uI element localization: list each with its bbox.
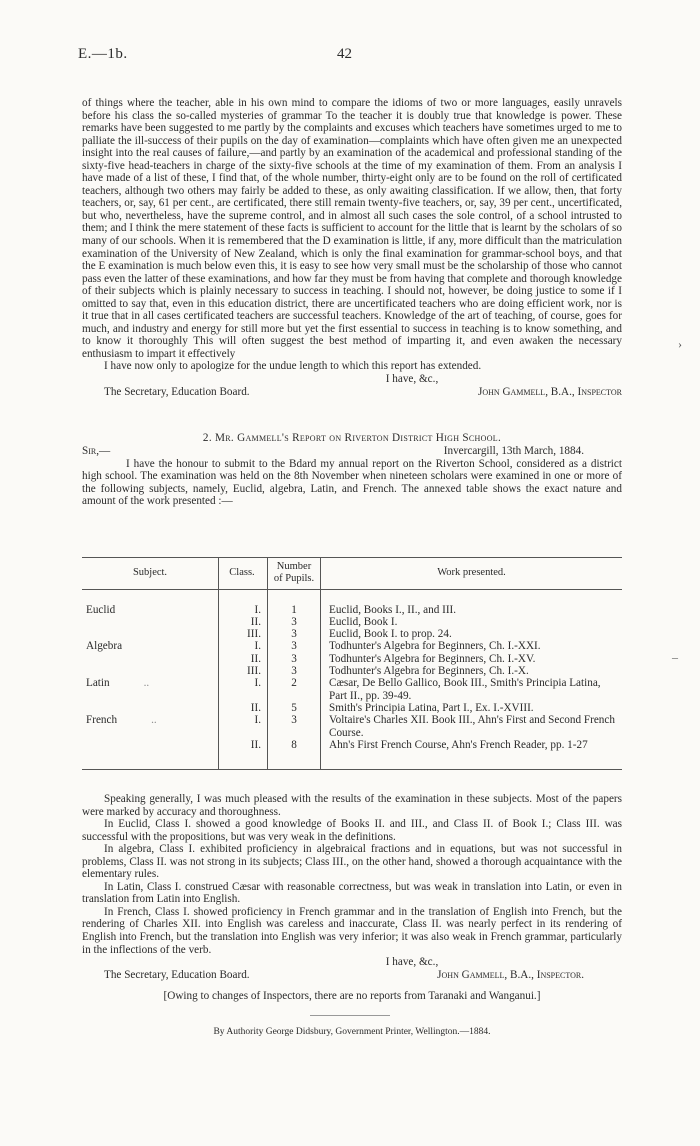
work-cell: Todhunter's Algebra for Beginners, Ch. I.-X. bbox=[329, 665, 529, 678]
comment-paragraph: In algebra, Class I. exhibited proficiency in algebraical fractions and in equations, but was not successful in problems, Class II. was not strong in its subjects; Class III., on the other hand, showed a thorough acquaintance with the elementary rules. bbox=[82, 843, 622, 881]
work-cell: Todhunter's Algebra for Beginners, Ch. I.-XXI. bbox=[329, 640, 541, 653]
valediction: I have, &c., bbox=[385, 373, 439, 386]
printer-imprint: By Authority George Didsbury, Government Printer, Wellington.—1884. bbox=[213, 1027, 491, 1037]
subject-cell bbox=[82, 714, 219, 739]
work-cell: Euclid, Book I. to prop. 24. bbox=[329, 628, 452, 641]
pupils-cell: 1 bbox=[268, 604, 321, 616]
document-code: E.—1b. bbox=[78, 46, 128, 62]
signature: John Gammell, B.A., Inspector. bbox=[437, 968, 584, 981]
pupils-cell: 3 bbox=[268, 665, 321, 677]
table-row bbox=[82, 640, 622, 652]
class-cell: I. bbox=[219, 677, 268, 702]
table-row bbox=[82, 677, 622, 702]
table-row bbox=[82, 739, 622, 751]
signature: John Gammell, B.A., Inspector bbox=[477, 385, 622, 398]
table-row bbox=[82, 604, 622, 616]
header-work: Work presented. bbox=[321, 558, 623, 590]
pupils-cell: 3 bbox=[268, 714, 321, 739]
class-cell: II. bbox=[219, 653, 268, 665]
work-cell: Voltaire's Charles XII. Book III., Ahn's First and Second French Course. bbox=[329, 714, 615, 739]
report-1-continuation bbox=[82, 97, 622, 398]
pupils-cell: 3 bbox=[268, 640, 321, 652]
divider bbox=[310, 1015, 390, 1016]
leader-dots: .. bbox=[143, 677, 150, 690]
table-row bbox=[82, 714, 622, 739]
margin-mark-icon: › bbox=[678, 337, 682, 351]
signature-line bbox=[82, 386, 622, 399]
class-cell: II. bbox=[219, 739, 268, 751]
leader-dots: .. bbox=[151, 714, 157, 727]
subject-label: Algebra bbox=[86, 640, 123, 653]
report-2-comments bbox=[82, 793, 622, 981]
subject-cell bbox=[82, 653, 219, 665]
header-subject: Subject. bbox=[82, 558, 219, 590]
subject-cell bbox=[82, 739, 219, 751]
pupils-cell: 3 bbox=[268, 616, 321, 628]
subject-cell bbox=[82, 702, 219, 714]
class-cell: I. bbox=[219, 640, 268, 652]
work-presented-table bbox=[82, 557, 622, 770]
place-date: Invercargill, 13th March, 1884. bbox=[443, 445, 584, 457]
header-number: Number of Pupils. bbox=[268, 558, 321, 590]
margin-mark-icon: – bbox=[672, 650, 678, 664]
section-heading: 2. Mr. Gammell's Report on Riverton District High School. bbox=[202, 432, 502, 444]
pupils-cell: 3 bbox=[268, 628, 321, 640]
subject-label: French bbox=[86, 714, 118, 727]
pupils-cell: 2 bbox=[268, 677, 321, 702]
pupils-cell: 8 bbox=[268, 739, 321, 751]
table-row bbox=[82, 616, 622, 628]
table-row bbox=[82, 628, 622, 640]
subject-cell bbox=[82, 677, 219, 702]
subject-cell bbox=[82, 628, 219, 640]
table-row bbox=[82, 653, 622, 665]
page-number: 42 bbox=[337, 46, 352, 62]
header-class: Class. bbox=[219, 558, 268, 590]
subject-label: Latin bbox=[86, 677, 110, 690]
comment-paragraph: Speaking generally, I was much pleased with the results of the examination in these subjects. Most of the papers were marked by accuracy and thoroughness. bbox=[82, 793, 622, 818]
work-cell: Smith's Principia Latina, Part I., Ex. I.-XVIII. bbox=[329, 701, 534, 714]
intro-paragraph: I have the honour to submit to the Bdard my annual report on the Riverton School, considered as a district high school. The examination was held on the 8th November when nineteen scholars were examined in one or more of the following subjects, namely, Euclid, algebra, Latin, and French. The annexed table shows the exact nature and amount of the work presented :— bbox=[82, 457, 622, 508]
class-cell: I. bbox=[219, 604, 268, 616]
work-cell: Euclid, Book I. bbox=[329, 615, 398, 628]
table-header-row bbox=[82, 558, 622, 590]
addressee: The Secretary, Education Board. bbox=[104, 968, 250, 981]
work-cell: Cæsar, De Bello Gallico, Book III., Smith's Principia Latina, Part II., pp. 39-49. bbox=[329, 677, 601, 702]
subject-cell bbox=[82, 665, 219, 677]
comment-paragraph: In French, Class I. showed proficiency in French grammar and in the translation of English into French, but the rendering of Charles XII. into English was careless and inaccurate, Class II. was nearly perfect in its rendering of English into French, but the translation into English was very inferior; it was also weak in French grammar, particularly in the inflections of the verb. bbox=[82, 905, 622, 956]
subject-cell bbox=[82, 616, 219, 628]
work-cell: Todhunter's Algebra for Beginners, Ch. I.-XV. bbox=[329, 652, 536, 665]
subject-label: Euclid bbox=[86, 603, 116, 616]
valediction: I have, &c., bbox=[385, 956, 439, 969]
closing-sentence: I have now only to apologize for the undue length to which this report has extended. bbox=[104, 360, 482, 373]
table-row bbox=[82, 702, 622, 714]
class-cell: II. bbox=[219, 616, 268, 628]
body-paragraph: of things where the teacher, able in his own mind to compare the idioms of two or more languages, easily unravels before his class the so-called mysteries of grammar To the teacher it is doubly true that knowledge is power. These remarks have been suggested to me partly by the complaints and excuses which teachers have sometimes urged to me to palliate the ill-success of their pupils on the day of examination—complaints which have often given me an unexpected insight into the real causes of failure,—and partly by an examination of the academical and professional standing of the sixty-five head-teachers in charge of the sixty-five schools at the time of my examination of them. From an analysis I have made of a list of these, I find that, of the whole number, thirty-eight only are to be found on the roll of certificated teachers, although two others may fairly be added to these, as only awaiting classification. If we allow, then, that forty teachers, or, say, 61 per cent., are certificated, there still remain twenty-five teachers, or, say, 39 per cent., uncertificated, but who, nevertheless, have the supreme control, and in almost all such cases the sole control, of a school intrusted to them; and I think the mere statement of these facts is sufficient to account for the little that is learnt by the scholars of so many of our schools. When it is remembered that the D examination is little, if any, more difficult than the matriculation examination of the University of New Zealand, which is only the final examination for grammar-school boys, and that the E examination is much below even this, it is easy to see how very small must be the scholarship of those who cannot pass even the latter of these examinations, and how far they must be from having that complete and thorough knowledge of their subjects which is plainly necessary to success in teaching. I should not, however, be doing justice to some if I omitted to say that, even in this education district, there are uncertificated teachers who are doing efficient work, nor is it true that in all cases certificated teachers are successful teachers. Knowledge of the art of teaching, of course, goes for much, and industry and energy for still more but yet the first essential to success in teaching is to know something, and to know it thoroughly This will often suggest the best method of imparting it, and even awaken the necessary enthusiasm to impart it effectively bbox=[82, 97, 622, 360]
class-cell: III. bbox=[219, 665, 268, 677]
work-cell: Euclid, Books I., II., and III. bbox=[329, 603, 457, 616]
report-2-intro bbox=[82, 445, 622, 508]
addressee: The Secretary, Education Board. bbox=[104, 385, 250, 398]
work-cell: Ahn's First French Course, Ahn's French Reader, pp. 1-27 bbox=[329, 738, 588, 751]
subject-cell bbox=[82, 604, 219, 616]
table-row bbox=[82, 665, 622, 677]
class-cell: III. bbox=[219, 628, 268, 640]
salutation: Sir,— bbox=[82, 445, 111, 457]
class-cell: II. bbox=[219, 702, 268, 714]
comment-paragraph: In Latin, Class I. construed Cæsar with reasonable correctness, but was weak in translation into Latin, or even in translation from Latin into English. bbox=[82, 880, 622, 906]
class-cell: I. bbox=[219, 714, 268, 739]
subject-cell bbox=[82, 640, 219, 652]
pupils-cell: 3 bbox=[268, 653, 321, 665]
comment-paragraph: In Euclid, Class I. showed a good knowledge of Books II. and III., and Class II. of Book I.; Class III. was successful with the propositions, but was very weak in the definitions. bbox=[82, 818, 622, 843]
pupils-cell: 5 bbox=[268, 702, 321, 714]
footnote: [Owing to changes of Inspectors, there are no reports from Taranaki and Wanganui.] bbox=[163, 990, 541, 1002]
signature-line bbox=[82, 969, 622, 982]
